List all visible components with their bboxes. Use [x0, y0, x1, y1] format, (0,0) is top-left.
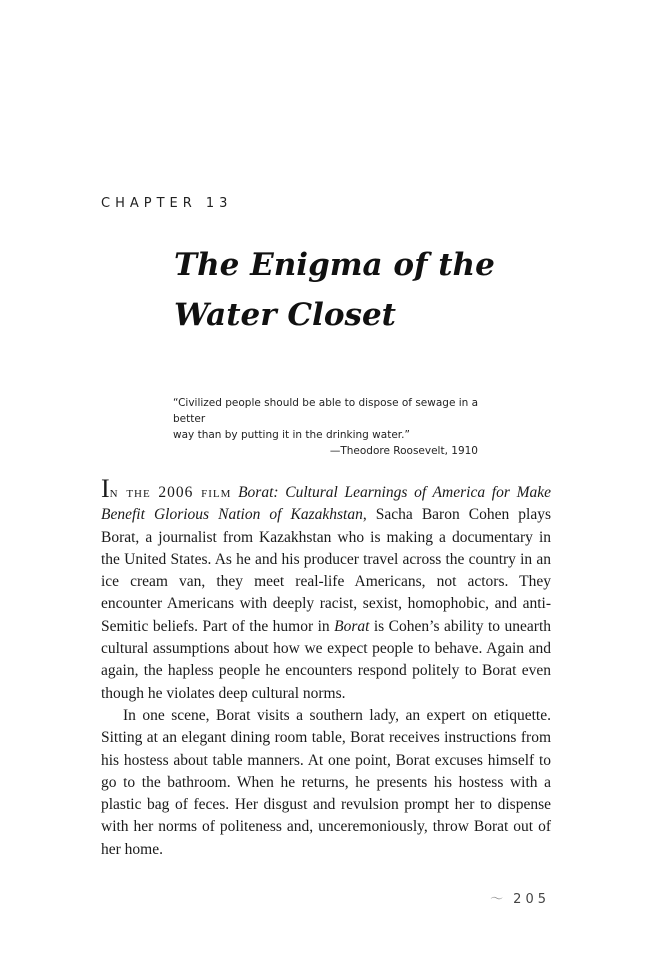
epigraph-quote-line-1: “Civilized people should be able to dispose of sewage in a better [173, 397, 479, 425]
paragraph-1 [101, 474, 551, 705]
epigraph-quote-line-2: way than by putting it in the drinking water.” [173, 429, 410, 441]
body-text [101, 474, 551, 861]
film-title: Borat: Cultural Learnings of America for Make Benefit Glorious Nation of Kazakhstan [101, 484, 551, 524]
paragraph-2: In one scene, Borat visits a southern lady, an expert on etiquette. Sitting at an elegant dining room table, Borat receives instructions from his hostess about table manners. At one point, Borat excuses himself to go to the bathroom. When he returns, he presents his hostess with a plastic bag of feces. Her disgust and revulsion prompt her to dispense with her norms of politeness and, unceremoniously, throw Borat out of her home. [101, 706, 551, 858]
tilde-ornament-icon: 〜 [490, 892, 504, 907]
chapter-title-line-1: The Enigma of the [174, 247, 495, 283]
epigraph-attribution: —Theodore Roosevelt, 1910 [329, 445, 478, 457]
drop-cap: I [101, 474, 110, 503]
film-title-short: Borat [334, 617, 370, 635]
paragraph-1-text-a: , Sacha Baron Cohen plays Borat, a journalist from Kazakhstan who is making a documentary in the United States. As he and his producer travel across the country in an ice cream van, they meet real-life Americans, not actors. They encounter Americans with deeply racist, sexist, homophobic, and anti-Semitic beliefs. Part of the humor in [101, 506, 551, 635]
paragraph-1-text-b: is Cohen’s ability to unearth cultural assumptions about how we expect people to behave. Again and again, the hapless people he encounters respond politely to Borat even though he violates deep cultural norms. [101, 617, 551, 702]
chapter-title [174, 240, 504, 340]
chapter-label: CHAPTER 13 [101, 196, 233, 211]
chapter-title-line-2: Water Closet [174, 297, 396, 333]
epigraph [173, 395, 513, 459]
page-number: 205 [513, 892, 550, 907]
folio [490, 888, 550, 907]
opening-small-caps: n the 2006 film [109, 484, 232, 501]
